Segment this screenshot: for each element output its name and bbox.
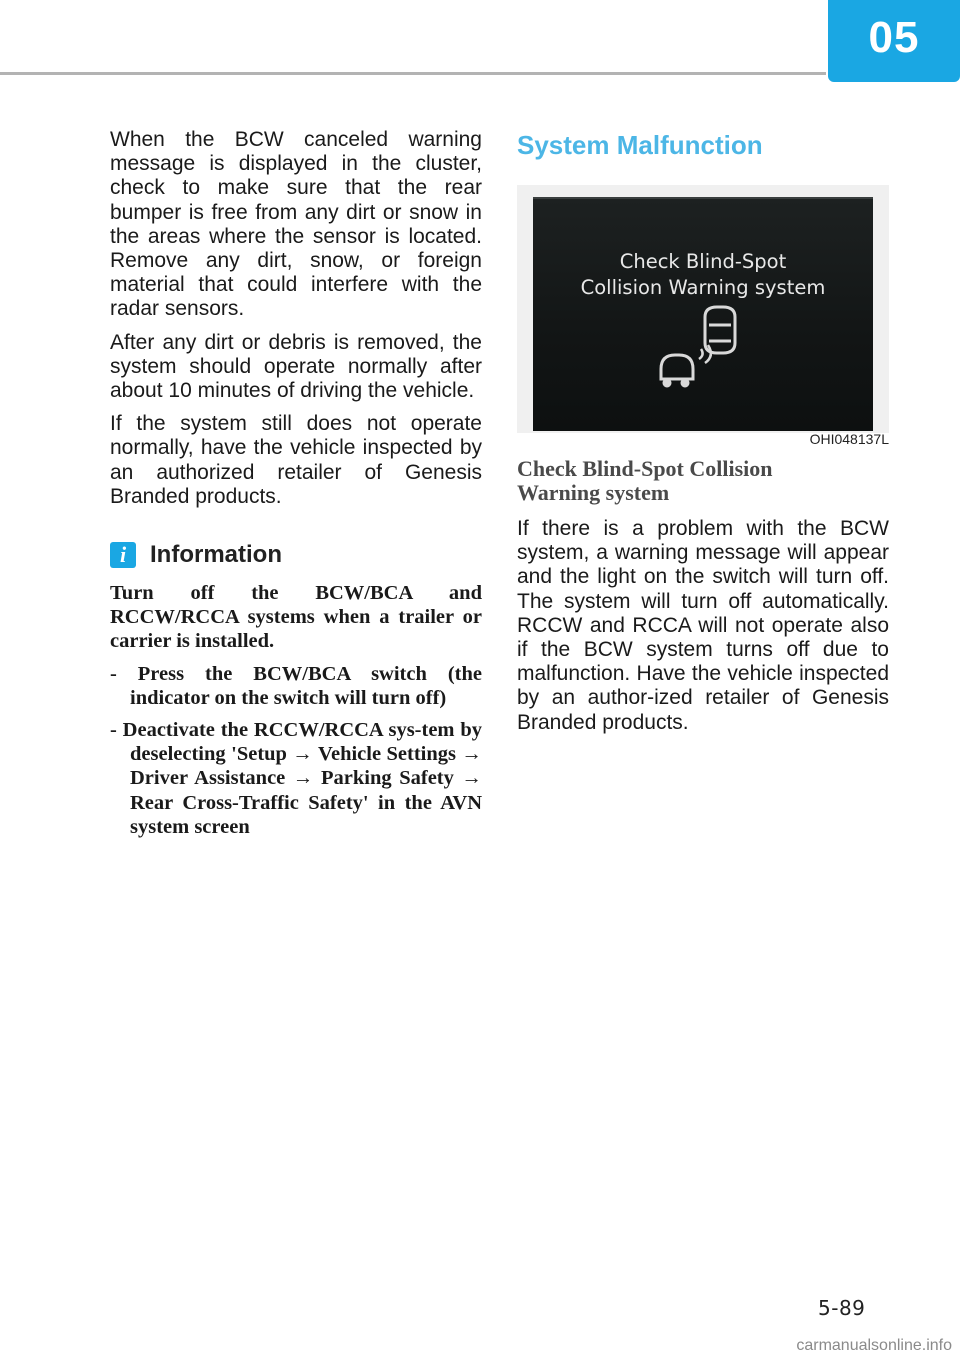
information-bullet: - Deactivate the RCCW/RCCA sys-tem by deselecting 'Setup → Vehicle Settings → Driver Assistance → Parking Safety → Rear Cross-Traffic Safety' in the AVN system screen [110, 719, 482, 838]
subheading-line1: Check Blind-Spot Collision [517, 456, 773, 481]
malfunction-subheading [517, 457, 889, 505]
info-icon: i [110, 542, 136, 568]
header-rule [0, 72, 826, 75]
page-number: 5-89 [818, 1296, 866, 1320]
cluster-message-line1: Check Blind-Spot [619, 250, 787, 273]
section-title: System Malfunction [517, 130, 763, 160]
left-column [110, 128, 482, 847]
information-header [110, 539, 482, 571]
information-bullet: - Press the BCW/BCA switch (the indicator on the switch will turn off) [110, 662, 482, 709]
paragraph-after-cleaning: After any dirt or debris is removed, the system should operate normally after about 10 minutes of driving the vehicle. [110, 330, 482, 403]
paragraph-inspection: If the system still does not operate normally, have the vehicle inspected by an authorized retailer of Genesis Branded products. [110, 412, 482, 508]
paragraph-sensor-cleaning: When the BCW canceled warning message is displayed in the cluster, check to make sure that the rear bumper is free from any dirt or snow in the areas where the sensor is located. Remove any dirt, snow, or foreign material that could interfere with the radar sensors. [110, 128, 482, 321]
cluster-display [533, 197, 873, 431]
subheading-line2: Warning system [517, 480, 670, 505]
cluster-message-line2: Collision Warning system [580, 276, 826, 299]
chapter-tab [828, 0, 960, 76]
cluster-warning-figure [517, 185, 889, 447]
right-column [517, 128, 889, 744]
figure-code: OHI048137L [809, 431, 889, 447]
watermark-link[interactable]: carmanualsonline.info [796, 1337, 952, 1354]
chapter-number: 05 [868, 13, 920, 62]
information-title: Information [150, 541, 282, 569]
malfunction-paragraph: If there is a problem with the BCW system, a warning message will appear and the light on the switch will turn off. The system will turn off automatically. RCCW and RCCA will not operate also if the BCW system turns off due to malfunction. Have the vehicle inspected by an author-ized retailer of Genesis Branded products. [517, 517, 889, 734]
blind-spot-cars-icon [533, 199, 873, 431]
information-body: Turn off the BCW/BCA and RCCW/RCCA systems when a trailer or carrier is installed. [110, 582, 482, 653]
